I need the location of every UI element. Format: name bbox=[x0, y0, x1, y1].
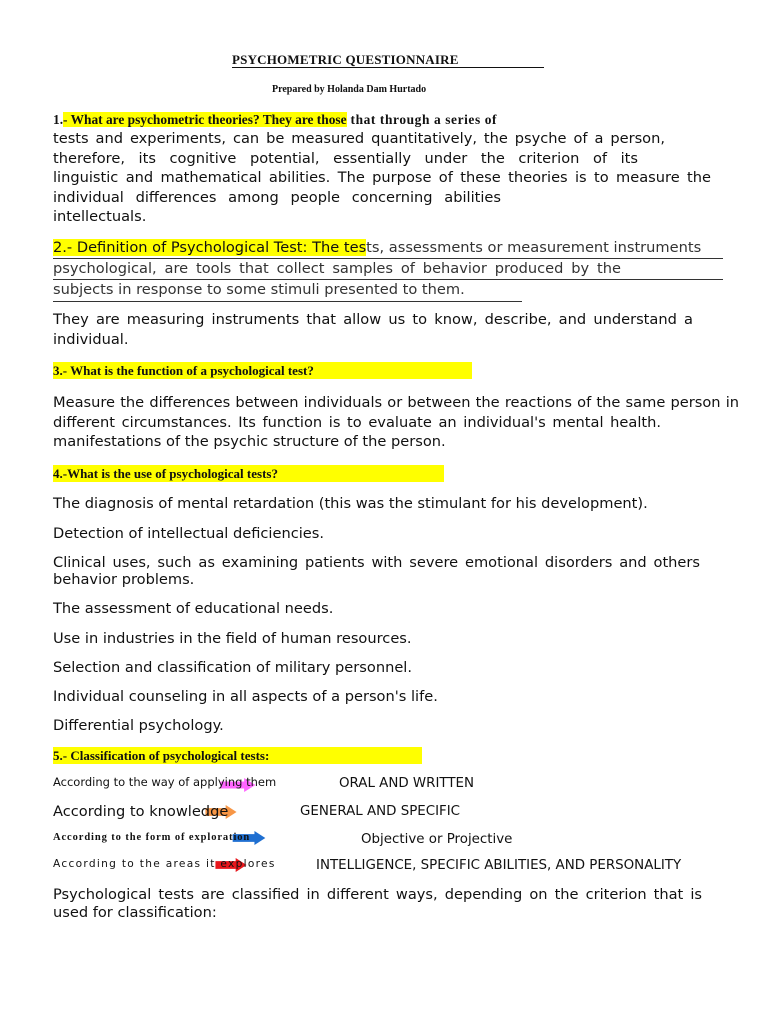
classification-value-1: ORAL AND WRITTEN bbox=[339, 776, 475, 791]
document-author: Prepared by Holanda Dam Hurtado bbox=[272, 84, 427, 95]
q2-definition bbox=[53, 238, 723, 302]
q3-heading: 3.- What is the function of a psychological test? bbox=[53, 363, 314, 378]
q3-answer bbox=[53, 393, 739, 452]
classification-row-1 bbox=[0, 775, 768, 795]
q4-item-1: The diagnosis of mental retardation (this was the stimulant for his development). bbox=[53, 495, 648, 512]
classification-row-2 bbox=[0, 802, 768, 824]
q3-line-3: manifestations of the psychic structure of the person. bbox=[53, 433, 446, 451]
classification-row-4 bbox=[0, 857, 768, 879]
q1-line-1: tests and experiments, can be measured quantitatively, the psyche of a person, bbox=[53, 130, 665, 147]
q2-highlight: 2.- Definition of Psychological Test: The tes bbox=[53, 239, 367, 256]
title-underline bbox=[232, 67, 544, 68]
q3-line-2: different circumstances. Its function is to evaluate an individual's mental health. bbox=[53, 413, 661, 431]
q1-number: 1. bbox=[53, 112, 64, 127]
q2-paragraph: They are measuring instruments that allow us to know, describe, and understand a individual. bbox=[53, 311, 693, 348]
q1-heading-line bbox=[53, 111, 563, 128]
classification-value-4: INTELLIGENCE, SPECIFIC ABILITIES, AND PERSONALITY bbox=[316, 858, 682, 873]
q1-line-2: therefore, its cognitive potential, essentially under the criterion of its bbox=[53, 149, 638, 167]
q2-line-3: subjects in response to some stimuli presented to them. bbox=[53, 281, 465, 299]
classification-value-2: GENERAL AND SPECIFIC bbox=[300, 804, 461, 819]
q4-item-7: Individual counseling in all aspects of a person's life. bbox=[53, 688, 438, 705]
q1-question-highlight: - What are psychometric theories? They are those bbox=[63, 112, 347, 127]
q4-item-5: Use in industries in the field of human resources. bbox=[53, 630, 412, 647]
classification-label-3: According to the form of exploration bbox=[53, 832, 251, 843]
q4-heading: 4.-What is the use of psychological tests? bbox=[53, 466, 278, 481]
q3-line-1: Measure the differences between individuals or between the reactions of the same person in bbox=[53, 394, 739, 411]
classification-label-1: According to the way of applying them bbox=[53, 775, 277, 789]
classification-row-3 bbox=[0, 830, 768, 852]
q4-item-8: Differential psychology. bbox=[53, 717, 224, 734]
q1-line-4: individual differences among people concerning abilities bbox=[53, 188, 501, 206]
q2-line-1-rest: ts, assessments or measurement instruments bbox=[366, 239, 702, 256]
q1-answer bbox=[53, 129, 711, 227]
q2-line-2: psychological, are tools that collect samples of behavior produced by the bbox=[53, 260, 621, 278]
q4-item-6: Selection and classification of military personnel. bbox=[53, 659, 412, 676]
q1-line-3: linguistic and mathematical abilities. The purpose of these theories is to measure the bbox=[53, 169, 711, 187]
q5-closing-paragraph: Psychological tests are classified in different ways, depending on the criterion that is used for classification: bbox=[53, 886, 702, 921]
q4-item-2: Detection of intellectual deficiencies. bbox=[53, 525, 325, 542]
q4-item-4: The assessment of educational needs. bbox=[53, 600, 334, 617]
q4-item-3: Clinical uses, such as examining patients with severe emotional disorders and others behavior problems. bbox=[53, 554, 700, 588]
q1-question-tail: that through a series of bbox=[346, 112, 498, 127]
classification-value-3: Objective or Projective bbox=[361, 832, 513, 847]
document-title: PSYCHOMETRIC QUESTIONNAIRE bbox=[232, 52, 459, 67]
classification-label-2: According to knowledge bbox=[53, 803, 229, 820]
q5-heading: 5.- Classification of psychological tests: bbox=[53, 748, 270, 763]
classification-label-4: According to the areas it explores bbox=[53, 858, 276, 870]
q1-line-5: intellectuals. bbox=[53, 208, 147, 226]
